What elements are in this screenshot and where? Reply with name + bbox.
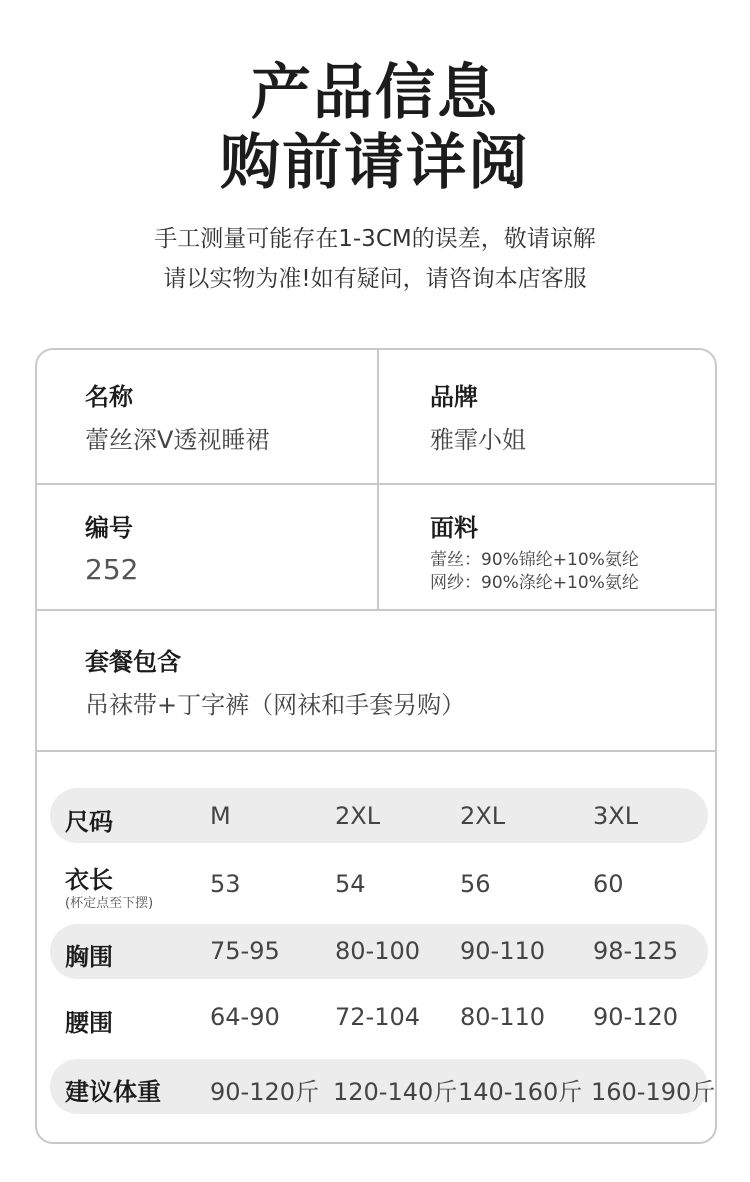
cell-value: 64-90 xyxy=(210,1003,280,1031)
cell-value: 2XL xyxy=(335,802,381,830)
brand-label: 品牌 xyxy=(430,383,478,411)
package-label: 套餐包含 xyxy=(85,648,181,676)
name-value: 蕾丝深V透视睡裙 xyxy=(85,426,270,454)
fabric-label: 面料 xyxy=(430,514,478,542)
page-title: 产品信息 xyxy=(251,58,499,128)
table-row xyxy=(50,924,708,979)
cell-value: M xyxy=(210,802,231,830)
brand-value: 雅霏小姐 xyxy=(430,426,526,454)
cell-value: 90-120 xyxy=(593,1003,679,1031)
code-value: 252 xyxy=(85,553,139,586)
cell-value: 2XL xyxy=(460,802,506,830)
table-row xyxy=(50,990,708,1045)
cell-value: 160-190斤 xyxy=(591,1078,716,1106)
row-label: 尺码 xyxy=(65,808,113,836)
row-label: 腰围 xyxy=(65,1009,113,1037)
product-info-card xyxy=(35,348,717,1144)
cell-value: 90-110 xyxy=(460,937,546,965)
fabric-line-mesh: 网纱：90%涤纶+10%氨纶 xyxy=(430,573,639,593)
cell-value: 90-120斤 xyxy=(210,1078,320,1106)
row-divider xyxy=(37,750,715,752)
contact-note: 请以实物为准!如有疑问，请咨询本店客服 xyxy=(163,266,587,292)
name-label: 名称 xyxy=(85,383,133,411)
cell-value: 120-140斤 xyxy=(333,1078,458,1106)
row-label: 胸围 xyxy=(65,943,113,971)
cell-value: 60 xyxy=(593,870,624,898)
measurement-note: 手工测量可能存在1-3CM的误差，敬请谅解 xyxy=(154,226,596,252)
cell-value: 98-125 xyxy=(593,937,679,965)
fabric-line-lace: 蕾丝：90%锦纶+10%氨纶 xyxy=(430,550,639,570)
row-sublabel: (杯定点至下摆) xyxy=(65,896,154,911)
code-label: 编号 xyxy=(85,514,133,542)
cell-value: 80-110 xyxy=(460,1003,546,1031)
page-subtitle: 购前请详阅 xyxy=(220,128,530,198)
column-divider xyxy=(377,350,379,611)
cell-value: 80-100 xyxy=(335,937,421,965)
table-row xyxy=(50,852,708,918)
table-row xyxy=(50,1059,716,1114)
row-label: 衣长 xyxy=(65,866,113,894)
table-row xyxy=(50,788,708,843)
row-divider xyxy=(37,483,715,485)
cell-value: 56 xyxy=(460,870,491,898)
row-divider xyxy=(37,609,715,611)
cell-value: 75-95 xyxy=(210,937,280,965)
cell-value: 54 xyxy=(335,870,366,898)
cell-value: 72-104 xyxy=(335,1003,421,1031)
cell-value: 140-160斤 xyxy=(458,1078,583,1106)
cell-value: 3XL xyxy=(593,802,639,830)
package-value: 吊袜带+丁字裤（网袜和手套另购） xyxy=(85,691,466,719)
cell-value: 53 xyxy=(210,870,241,898)
row-label: 建议体重 xyxy=(65,1078,161,1106)
